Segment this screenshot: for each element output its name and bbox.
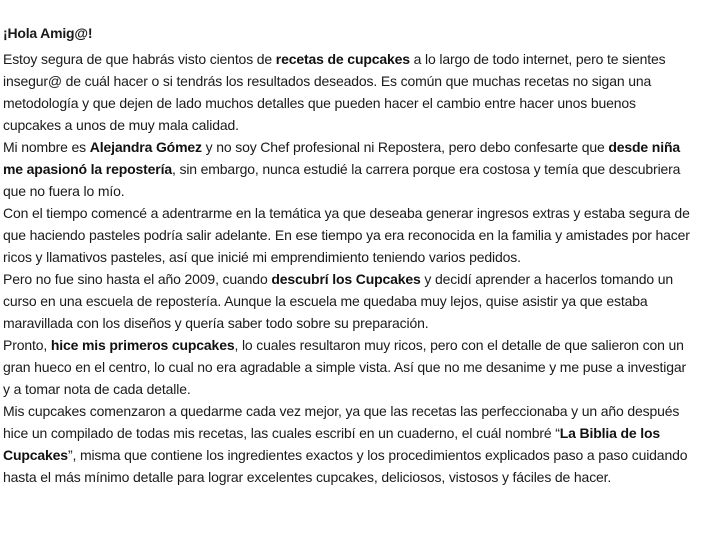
paragraph xyxy=(3,268,696,334)
paragraph xyxy=(3,202,696,268)
paragraph xyxy=(3,334,696,400)
bold-text: recetas de cupcakes xyxy=(275,51,410,67)
body-text: , sin embargo, nunca estudié la carrera porque era costosa y temía que descubriera que no fuera lo mío. xyxy=(3,161,681,199)
paragraph xyxy=(3,48,696,136)
paragraph xyxy=(3,400,696,488)
greeting-heading: ¡Hola Amig@! xyxy=(3,25,93,41)
body-text: Pero no fue sino hasta el año 2009, cuando xyxy=(3,271,272,287)
bold-text: Alejandra Gómez xyxy=(89,139,202,155)
body-text: a lo largo de todo internet, pero te sientes insegur@ de cuál hacer o si tendrás los resultados deseados. Es común que muchas recetas no sigan una metodología y que dejen de lado muchos detalles que pueden hacer el cambio entre hacer unos buenos cupcakes a unos de muy mala calidad. xyxy=(3,51,666,133)
body-text: Estoy segura de que habrás visto cientos de xyxy=(3,51,276,67)
bold-text: desde niña me apasionó la repostería xyxy=(3,139,680,177)
body-text: Mi nombre es xyxy=(3,139,90,155)
bold-text: hice mis primeros cupcakes xyxy=(50,337,235,353)
body-text: y decidí aprender a hacerlos tomando un curso en una escuela de repostería. Aunque la escuela me quedaba muy lejos, quise asistir ya que estaba maravillada con los diseños y quería saber todo sobre su preparación. xyxy=(3,271,674,331)
body-text: y no soy Chef profesional ni Repostera, pero debo confesarte que xyxy=(201,139,609,155)
body-text: Pronto, xyxy=(3,337,51,353)
body-text: , lo cuales resultaron muy ricos, pero con el detalle de que salieron con un gran hueco en el centro, lo cual no era agradable a simple vista. Así que no me desanime y me puse a investigar y a tomar nota de cada detalle. xyxy=(3,337,686,397)
body-text: Mis cupcakes comenzaron a quedarme cada vez mejor, ya que las recetas las perfeccionaba y un año después hice un compilado de todas mis recetas, las cuales escribí en un cuaderno, el cuál nombré “ xyxy=(3,403,680,441)
paragraph xyxy=(3,136,696,202)
paragraph-list xyxy=(3,48,696,488)
bold-text: La Biblia de los Cupcakes xyxy=(3,425,661,463)
body-text: ”, misma que contiene los ingredientes exactos y los procedimientos explicados paso a paso cuidando hasta el más mínimo detalle para lograr excelentes cupcakes, deliciosos, vistosos y fáciles de hacer. xyxy=(3,447,688,485)
body-text: Con el tiempo comencé a adentrarme en la temática ya que deseaba generar ingresos extras y estaba segura de que haciendo pasteles podría salir adelante. En ese tiempo ya era reconocida en la familia y amistades por hacer ricos y llamativos pasteles, así que inicié mi emprendimiento teniendo varios pedidos. xyxy=(3,205,690,265)
bold-text: descubrí los Cupcakes xyxy=(271,271,421,287)
